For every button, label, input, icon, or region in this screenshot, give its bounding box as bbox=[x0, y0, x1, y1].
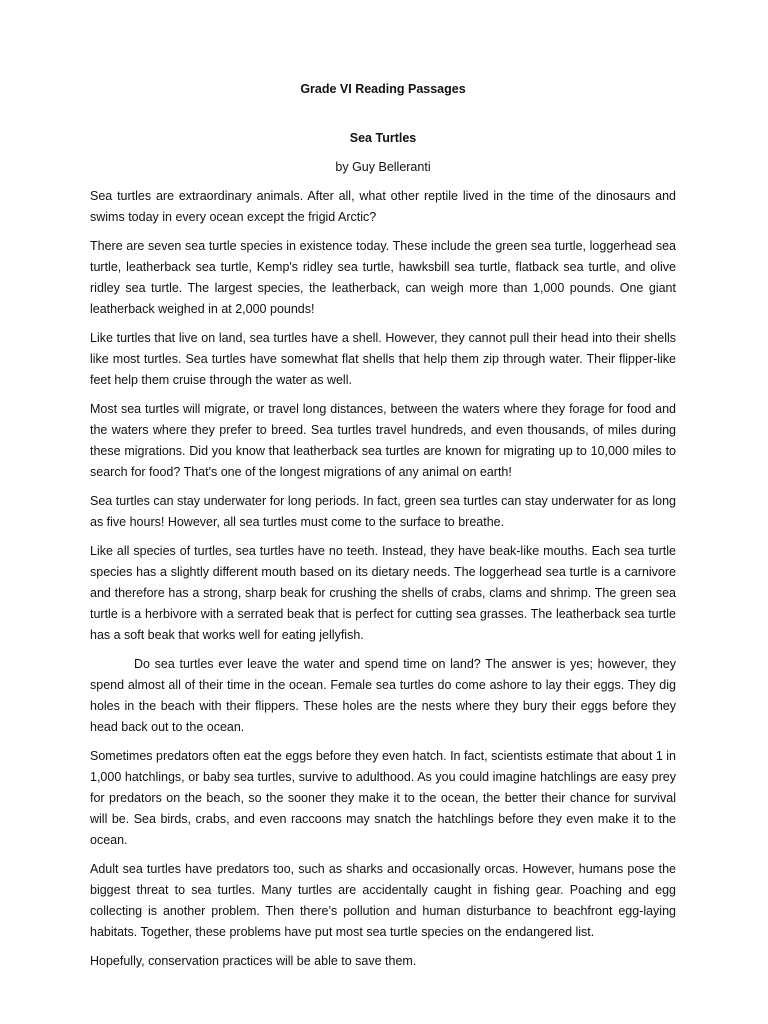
paragraph: There are seven sea turtle species in existence today. These include the green sea turtle, loggerhead sea turtle, leatherback sea turtle, Kemp's ridley sea turtle, hawksbill sea turtle, flatback sea turtle, and olive ridley sea turtle. The largest species, the leatherback, can weigh more than 1,000 pounds. One giant leatherback weighed in at 2,000 pounds! bbox=[90, 239, 676, 316]
document-heading: Grade VI Reading Passages bbox=[300, 82, 466, 96]
paragraph: Do sea turtles ever leave the water and spend time on land? The answer is yes; however, they spend almost all of their time in the ocean. Female sea turtles do come ashore to lay their eggs. They dig holes in the beach with their flippers. These holes are the nests where they bury their eggs before they head back out to the ocean. bbox=[90, 657, 676, 734]
paragraph: Sea turtles can stay underwater for long periods. In fact, green sea turtles can stay underwater for as long as five hours! However, all sea turtles must come to the surface to breathe. bbox=[90, 494, 676, 529]
paragraph: Most sea turtles will migrate, or travel long distances, between the waters where they forage for food and the waters where they prefer to breed. Sea turtles travel hundreds, and even thousands, of miles during these migrations. Did you know that leatherback sea turtles are known for migrating up to 10,000 miles to search for food? That's one of the longest migrations of any animal on earth! bbox=[90, 402, 676, 479]
passage-body bbox=[90, 186, 676, 972]
paragraph: Hopefully, conservation practices will be able to save them. bbox=[90, 954, 417, 968]
passage-author: by Guy Belleranti bbox=[335, 160, 431, 174]
paragraph: Sometimes predators often eat the eggs before they even hatch. In fact, scientists estimate that about 1 in 1,000 hatchlings, or baby sea turtles, survive to adulthood. As you could imagine hatchlings are easy prey for predators on the beach, so the sooner they make it to the ocean, the better their chance for survival will be. Sea birds, crabs, and even raccoons may snatch the hatchlings before they even make it to the ocean. bbox=[90, 749, 676, 847]
document-page bbox=[90, 70, 676, 980]
passage-title: Sea Turtles bbox=[349, 131, 417, 145]
paragraph: Like turtles that live on land, sea turtles have a shell. However, they cannot pull their head into their shells like most turtles. Sea turtles have somewhat flat shells that help them zip through water. Their flipper-like feet help them cruise through the water as well. bbox=[90, 331, 676, 387]
paragraph: Sea turtles are extraordinary animals. After all, what other reptile lived in the time of the dinosaurs and swims today in every ocean except the frigid Arctic? bbox=[90, 189, 676, 224]
paragraph: Adult sea turtles have predators too, such as sharks and occasionally orcas. However, humans pose the biggest threat to sea turtles. Many turtles are accidentally caught in fishing gear. Poaching and egg collecting is another problem. Then there’s pollution and human disturbance to beachfront egg-laying habitats. Together, these problems have put most sea turtle species on the endangered list. bbox=[90, 862, 676, 939]
paragraph: Like all species of turtles, sea turtles have no teeth. Instead, they have beak-like mouths. Each sea turtle species has a slightly different mouth based on its dietary needs. The loggerhead sea turtle is a carnivore and therefore has a strong, sharp beak for crushing the shells of crabs, clams and shrimp. The green sea turtle is a herbivore with a serrated beak that is perfect for cutting sea grasses. The leatherback sea turtle has a soft beak that works well for eating jellyfish. bbox=[90, 544, 676, 642]
